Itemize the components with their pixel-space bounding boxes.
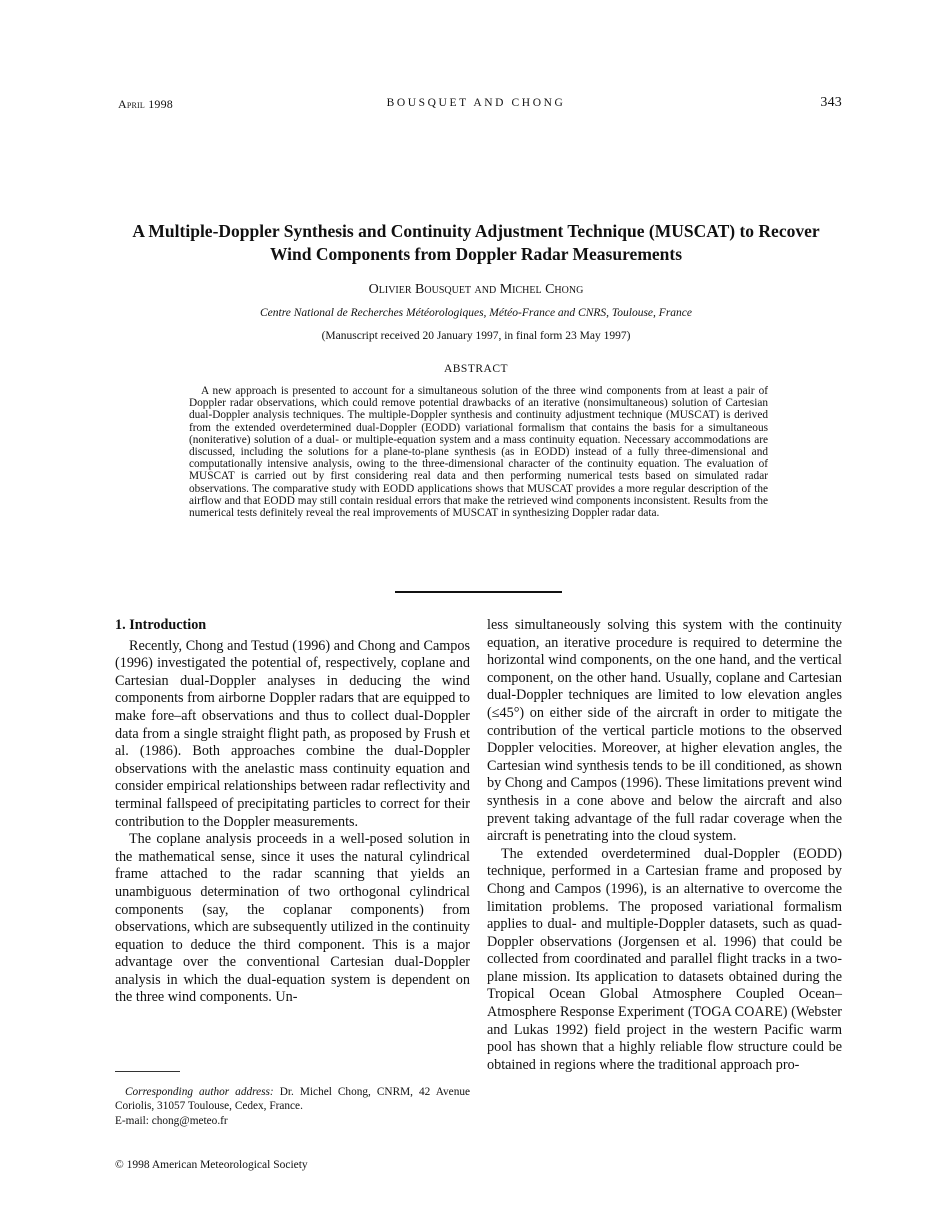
author-list: Olivier Bousquet and Michel Chong: [368, 282, 584, 297]
footnote-label: Corresponding author address:: [125, 1086, 274, 1098]
paragraph: The coplane analysis proceeds in a well-posed solution in the mathematical sense, since it uses the natural cylindrical frame attached to the radar scanning that yields an unambiguous determination of two orthogonal cylindrical components (say, the coplanar components) from observations, which are subsequently utilized in the continuity equation to deduce the third component. This is a major advantage over the conventional Cartesian dual-Doppler analysis in which the dual-equation system is dependent on the three wind components. Un-: [115, 831, 470, 1006]
footnote-email: E-mail: chong@meteo.fr: [115, 1114, 228, 1127]
running-header-date: April 1998: [118, 97, 174, 111]
running-header-authors: BOUSQUET AND CHONG: [386, 97, 566, 109]
abstract-text: A new approach is presented to account for a simultaneous solution of the three wind components from at least a pair of Doppler radar observations, which could remove potential drawbacks of an iterative (nonsimultaneous) solution of Cartesian dual-Doppler analysis techniques. The multiple-Doppler synthesis and continuity adjustment technique (MUSCAT) is derived from the extended overdetermined dual-Doppler (EODD) variational formalism that contains the basis for a simultaneous (noniterative) solution of a dual- or multiple-equation system and a mass continuity equation. Necessary accommodations are discussed, including the solutions for a plane-to-plane synthesis (as in EODD) instead of a fully three-dimensional and computationally intensive analysis, owing to the three-dimensional character of the continuity equation. The evaluation of MUSCAT is carried out by first considering real data and then performing numerical tests based on simulated radar observations. The comparative study with EODD applications shows that MUSCAT provides a more regular description of the airflow and that EODD may still contain residual errors that make the retrieved wind components inconsistent. Results from the numerical tests definitely reveal the real improvements of MUSCAT in synthesizing Doppler radar data.: [189, 385, 768, 520]
manuscript-dates: (Manuscript received 20 January 1997, in final form 23 May 1997): [321, 330, 631, 342]
left-column: [115, 617, 470, 1007]
affiliation: Centre National de Recherches Météorologiques, Météo-France and CNRS, Toulouse, France: [259, 307, 692, 319]
footnote-divider: [115, 1071, 180, 1072]
paragraph: Recently, Chong and Testud (1996) and Chong and Campos (1996) investigated the potential of, respectively, coplane and Cartesian dual-Doppler analyses in deducing the wind components from airborne Doppler radars that are equipped to make fore–aft observations and thus to collect dual-Doppler data from a single straight flight path, as proposed by Frush et al. (1986). Both approaches combine the dual-Doppler observations with the anelastic mass continuity equation and consider empirical relationships between radar reflectivity and terminal fallspeed of precipitating particles to correct for their contribution to the Doppler measurements.: [115, 637, 470, 830]
page-number: 343: [820, 95, 842, 110]
paragraph: less simultaneously solving this system with the continuity equation, an iterative procedure is required to determine the horizontal wind components, on the one hand, and the vertical component, on the other hand. Usually, coplane and Cartesian dual-Doppler techniques are limited to low elevation angles (≤45°) on either side of the aircraft in order to mitigate the contribution of the vertical particle motions to the observed Doppler velocities. Moreover, at higher elevation angles, the Cartesian wind synthesis tends to be ill conditioned, as shown by Chong and Campos (1996). These limitations prevent wind synthesis in a cone above and below the aircraft and also prevent taking advantage of the full radar coverage when the aircraft is penetrating into the cloud system.: [487, 617, 842, 845]
paragraph: The extended overdetermined dual-Doppler (EODD) technique, performed in a Cartesian frame and proposed by Chong and Campos (1996), is an alternative to overcome the limitation problems. The proposed variational formalism applies to dual- and multiple-Doppler datasets, such as quad-Doppler observations (Jorgensen et al. 1996) that could be collected from coordinated and parallel flight tracks in a two-plane mission. Its application to datasets obtained during the Tropical Ocean Global Atmosphere Coupled Ocean–Atmosphere Response Experiment (TOGA COARE) (Webster and Lukas 1992) field project in the western Pacific warm pool has shown that a highly reliable flow structure could be obtained in regions where the traditional approach pro-: [487, 845, 842, 1073]
paper-title: A Multiple-Doppler Synthesis and Continuity Adjustment Technique (MUSCAT) to Recover Wind Components from Doppler Radar Measurements: [132, 221, 820, 264]
copyright-notice: © 1998 American Meteorological Society: [115, 1159, 308, 1171]
section-divider: [395, 591, 562, 593]
abstract-heading: ABSTRACT: [443, 363, 509, 375]
right-column: [487, 617, 842, 1074]
footnote-address: Dr. Michel Chong, CNRM, 42 Avenue Coriolis, 31057 Toulouse, Cedex, France.: [115, 1086, 470, 1113]
footnote: [115, 1085, 470, 1128]
section-heading: 1. Introduction: [115, 617, 207, 633]
